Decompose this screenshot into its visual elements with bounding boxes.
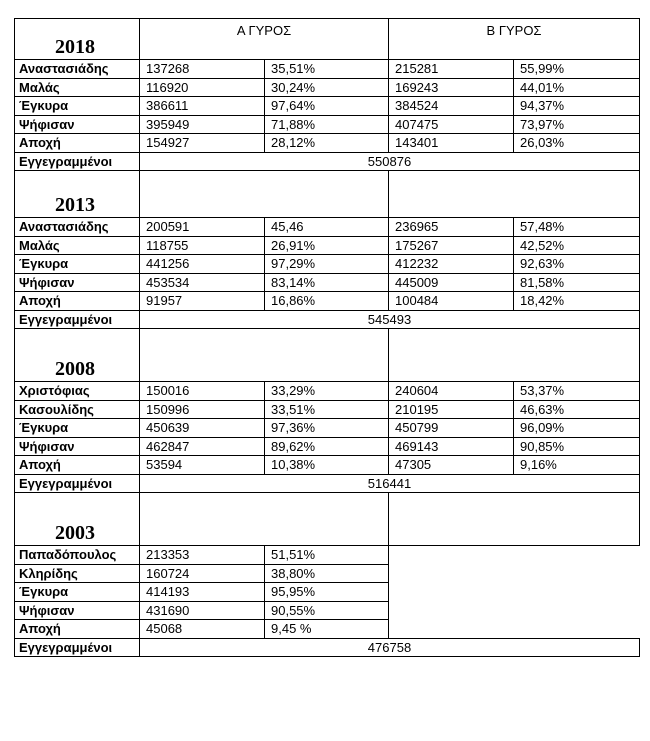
b-votes: 240604 (389, 382, 514, 401)
a-votes: 200591 (140, 218, 265, 237)
a-pct: 33,51% (265, 400, 389, 419)
row-label: Αποχή (15, 456, 140, 475)
table-row (15, 78, 640, 97)
round-a-blank-cell (140, 493, 389, 546)
b-votes: 384524 (389, 97, 514, 116)
a-votes: 150016 (140, 382, 265, 401)
year-header-row-2013 (15, 171, 640, 218)
registered-row-2013 (15, 310, 640, 329)
a-pct: 38,80% (265, 564, 389, 583)
table-row (15, 273, 640, 292)
a-pct: 97,29% (265, 255, 389, 274)
empty-space (389, 546, 640, 565)
table-row (15, 255, 640, 274)
registered-value: 550876 (140, 152, 640, 171)
a-votes: 160724 (140, 564, 265, 583)
row-label: Ψήφισαν (15, 601, 140, 620)
a-votes: 395949 (140, 115, 265, 134)
a-votes: 91957 (140, 292, 265, 311)
a-pct: 10,38% (265, 456, 389, 475)
a-pct: 26,91% (265, 236, 389, 255)
year-2008-title: 2008 (15, 329, 140, 382)
a-votes: 150996 (140, 400, 265, 419)
a-votes: 414193 (140, 583, 265, 602)
table-row (15, 546, 640, 565)
table-row (15, 236, 640, 255)
year-2018-title: 2018 (15, 19, 140, 60)
a-pct: 16,86% (265, 292, 389, 311)
a-votes: 53594 (140, 456, 265, 475)
table-row (15, 400, 640, 419)
b-pct: 96,09% (514, 419, 640, 438)
year-header-row-2008 (15, 329, 640, 382)
b-votes: 450799 (389, 419, 514, 438)
a-pct: 28,12% (265, 134, 389, 153)
table-row (15, 437, 640, 456)
b-votes: 412232 (389, 255, 514, 274)
row-label: Αποχή (15, 292, 140, 311)
b-pct: 18,42% (514, 292, 640, 311)
election-results-table (14, 18, 640, 657)
table-row (15, 620, 640, 639)
b-votes: 175267 (389, 236, 514, 255)
row-label: Αναστασιάδης (15, 218, 140, 237)
b-votes: 215281 (389, 60, 514, 79)
empty-space (389, 601, 640, 620)
table-row (15, 97, 640, 116)
registered-row-2003 (15, 638, 640, 657)
row-label: Έγκυρα (15, 419, 140, 438)
a-pct: 71,88% (265, 115, 389, 134)
table-row (15, 292, 640, 311)
registered-value: 545493 (140, 310, 640, 329)
b-pct: 44,01% (514, 78, 640, 97)
row-label: Κληρίδης (15, 564, 140, 583)
a-pct: 89,62% (265, 437, 389, 456)
a-pct: 9,45 % (265, 620, 389, 639)
year-header-row-2003 (15, 493, 640, 546)
row-label: Έγκυρα (15, 583, 140, 602)
a-pct: 90,55% (265, 601, 389, 620)
round-b-header: Β ΓΥΡΟΣ (389, 19, 640, 60)
registered-label: Εγγεγραμμένοι (15, 638, 140, 657)
b-pct: 42,52% (514, 236, 640, 255)
table-row (15, 134, 640, 153)
row-label: Ψήφισαν (15, 115, 140, 134)
a-pct: 45,46 (265, 218, 389, 237)
b-votes: 47305 (389, 456, 514, 475)
table-row (15, 601, 640, 620)
registered-label: Εγγεγραμμένοι (15, 152, 140, 171)
a-pct: 33,29% (265, 382, 389, 401)
row-label: Παπαδόπουλος (15, 546, 140, 565)
empty-space (389, 564, 640, 583)
row-label: Χριστόφιας (15, 382, 140, 401)
table-row (15, 419, 640, 438)
b-pct: 73,97% (514, 115, 640, 134)
registered-row-2018 (15, 152, 640, 171)
a-votes: 45068 (140, 620, 265, 639)
round-b-blank-cell (389, 329, 640, 382)
registered-row-2008 (15, 474, 640, 493)
table-row (15, 382, 640, 401)
row-label: Μαλάς (15, 236, 140, 255)
table-row (15, 60, 640, 79)
registered-label: Εγγεγραμμένοι (15, 310, 140, 329)
round-a-blank-cell (140, 329, 389, 382)
registered-value: 516441 (140, 474, 640, 493)
row-label: Ψήφισαν (15, 437, 140, 456)
row-label: Αναστασιάδης (15, 60, 140, 79)
a-votes: 453534 (140, 273, 265, 292)
table-row (15, 564, 640, 583)
a-votes: 441256 (140, 255, 265, 274)
empty-space (389, 620, 640, 639)
b-pct: 57,48% (514, 218, 640, 237)
row-label: Αποχή (15, 620, 140, 639)
b-pct: 9,16% (514, 456, 640, 475)
round-a-header: Α ΓΥΡΟΣ (140, 19, 389, 60)
b-votes: 469143 (389, 437, 514, 456)
row-label: Ψήφισαν (15, 273, 140, 292)
a-votes: 213353 (140, 546, 265, 565)
round-b-blank-cell (389, 493, 640, 546)
election-results-document (14, 18, 639, 657)
year-2013-title: 2013 (15, 171, 140, 218)
b-votes: 143401 (389, 134, 514, 153)
b-votes: 210195 (389, 400, 514, 419)
a-pct: 95,95% (265, 583, 389, 602)
a-votes: 154927 (140, 134, 265, 153)
row-label: Αποχή (15, 134, 140, 153)
a-pct: 35,51% (265, 60, 389, 79)
b-pct: 53,37% (514, 382, 640, 401)
empty-space (389, 583, 640, 602)
row-label: Έγκυρα (15, 97, 140, 116)
b-pct: 81,58% (514, 273, 640, 292)
table-row (15, 218, 640, 237)
round-a-blank-cell (140, 171, 389, 218)
a-pct: 97,64% (265, 97, 389, 116)
b-pct: 46,63% (514, 400, 640, 419)
row-label: Έγκυρα (15, 255, 140, 274)
year-header-row-2018 (15, 19, 640, 60)
row-label: Κασουλίδης (15, 400, 140, 419)
b-pct: 94,37% (514, 97, 640, 116)
a-votes: 462847 (140, 437, 265, 456)
a-pct: 97,36% (265, 419, 389, 438)
b-votes: 236965 (389, 218, 514, 237)
a-pct: 51,51% (265, 546, 389, 565)
a-votes: 386611 (140, 97, 265, 116)
table-row (15, 583, 640, 602)
registered-value: 476758 (140, 638, 640, 657)
a-votes: 450639 (140, 419, 265, 438)
round-b-blank-cell (389, 171, 640, 218)
b-pct: 55,99% (514, 60, 640, 79)
a-votes: 137268 (140, 60, 265, 79)
b-votes: 100484 (389, 292, 514, 311)
table-row (15, 115, 640, 134)
table-row (15, 456, 640, 475)
b-votes: 407475 (389, 115, 514, 134)
year-2003-title: 2003 (15, 493, 140, 546)
b-pct: 26,03% (514, 134, 640, 153)
a-pct: 30,24% (265, 78, 389, 97)
b-pct: 90,85% (514, 437, 640, 456)
a-votes: 431690 (140, 601, 265, 620)
b-pct: 92,63% (514, 255, 640, 274)
row-label: Μαλάς (15, 78, 140, 97)
b-votes: 169243 (389, 78, 514, 97)
a-pct: 83,14% (265, 273, 389, 292)
a-votes: 118755 (140, 236, 265, 255)
registered-label: Εγγεγραμμένοι (15, 474, 140, 493)
b-votes: 445009 (389, 273, 514, 292)
a-votes: 116920 (140, 78, 265, 97)
